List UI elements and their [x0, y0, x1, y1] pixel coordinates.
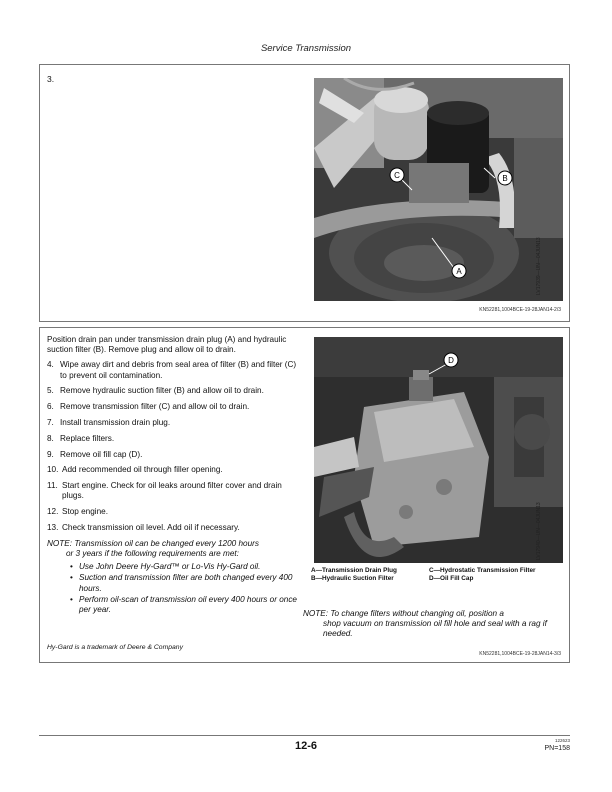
requirement-item: • Use John Deere Hy-Gard™ or Lo-Vis Hy-Gard oil.	[70, 562, 299, 572]
reference-code: KN52281,1004BCE-19-28JAN14-3/3	[479, 651, 561, 657]
callout-b: B	[502, 174, 508, 183]
requirement-item: • Perform oil-scan of transmission oil every 400 hours or once per year.	[70, 595, 299, 615]
filter-only-note: NOTE: To change filters without changing oil, position a shop vacuum on transmission oil fill hole and seal with a rag if needed.	[303, 609, 547, 639]
step-item: 4. Wipe away dirt and debris from seal area of filter (B) and filter (C) to prevent oil contamination.	[47, 360, 297, 380]
step-item: 13. Check transmission oil level. Add oil if necessary.	[47, 522, 240, 532]
fill-cap-photo	[314, 337, 563, 563]
step-item: 5. Remove hydraulic suction filter (B) and allow oil to drain.	[47, 386, 264, 396]
filter-photo	[314, 78, 563, 301]
step-3-panel	[39, 64, 570, 322]
intro-paragraph: Position drain pan under transmission drain plug (A) and hydraulic suction filter (B). Remove plug and allow oil to drain.	[47, 335, 287, 355]
step-item: 7. Install transmission drain plug.	[47, 418, 171, 427]
page-number: 12-6	[294, 740, 318, 752]
running-header: Service Transmission	[260, 43, 352, 54]
callout-d: D	[448, 356, 454, 365]
steps-panel	[39, 327, 570, 663]
figure-id: LV17939—UN—04JUN13	[536, 237, 542, 295]
oil-change-note: NOTE: Transmission oil can be changed every 1200 hours or 3 years if the following requirements are met:	[47, 538, 259, 558]
figure-id: LV17940—UN—04JUN13	[536, 502, 542, 560]
trademark-notice: Hy-Gard is a trademark of Deere & Company	[47, 644, 183, 651]
step-item: 8. Replace filters.	[47, 433, 115, 443]
instructions-column	[47, 335, 299, 616]
step-item: 11. Start engine. Check for oil leaks around filter cover and drain plugs.	[47, 481, 282, 501]
step-item: 10. Add recommended oil through filler opening.	[47, 465, 223, 475]
legend-item: A—Transmission Drain Plug	[311, 567, 397, 574]
legend-item: C—Hydrostatic Transmission Filter	[429, 567, 536, 574]
legend-item: D—Oil Fill Cap	[429, 574, 474, 582]
requirement-item: • Suction and transmission filter are both changed every 400 hours.	[70, 573, 299, 593]
step-item: 9. Remove oil fill cap (D).	[47, 449, 143, 459]
date-code: 122623	[554, 738, 570, 743]
legend-item: B—Hydraulic Suction Filter	[311, 574, 394, 582]
steps-list	[47, 360, 299, 533]
step-item: 6. Remove transmission filter (C) and allow oil to drain.	[47, 402, 250, 412]
step-number: 3.	[47, 74, 55, 84]
step-item: 12. Stop engine.	[47, 507, 108, 517]
callout-c: C	[394, 171, 400, 180]
footer-divider	[39, 735, 570, 736]
requirements-list	[47, 562, 299, 615]
reference-code: KN52281,1004BCE-19-28JAN14-2/3	[479, 307, 561, 313]
pn-number: PN=158	[544, 745, 570, 752]
callout-a: A	[456, 267, 462, 276]
